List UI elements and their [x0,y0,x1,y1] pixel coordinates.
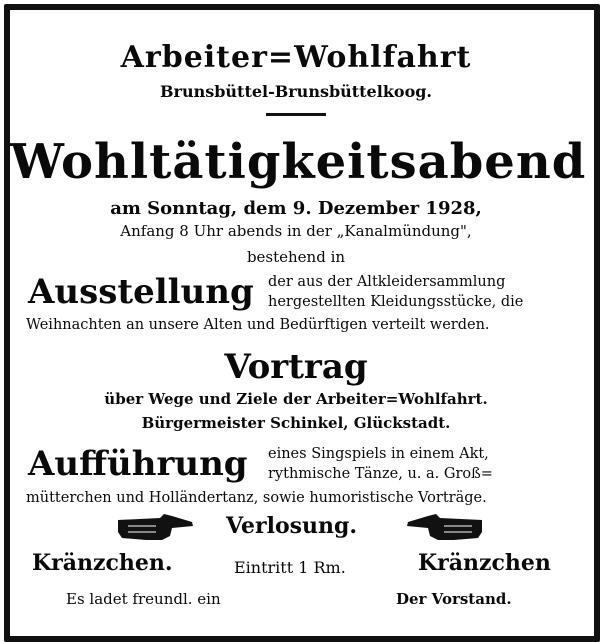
admission: Eintritt 1 Rm. [234,558,346,577]
lecture-line-2: Bürgermeister Schinkel, Glückstadt. [141,414,451,432]
event-title: Wohltätigkeitsabend [10,134,587,190]
org-title: Arbeiter=Wohlfahrt [120,40,472,75]
dance-left: Kränzchen. [32,550,173,576]
exhibition-heading: Ausstellung [28,272,254,312]
exhibition-line-1: der aus der Altkleidersammlung [268,274,506,290]
invite-line: Es ladet freundl. ein [66,590,221,608]
performance-line-1: eines Singspiels in einem Akt, [268,446,489,462]
location-line: Brunsbüttel-Brunsbüttelkoog. [160,82,432,101]
pointing-hand-right-icon [116,512,194,542]
lecture-line-1: über Wege und Ziele der Arbeiter=Wohlfahrt. [104,390,488,408]
notice [10,10,587,624]
divider [266,113,326,116]
performance-heading: Aufführung [28,444,248,484]
start-line: Anfang 8 Uhr abends in der „Kanalmündung", [120,222,472,240]
board-signature: Der Vorstand. [396,590,512,608]
raffle-label: Verlosung. [226,513,358,539]
lecture-heading: Vortrag [224,347,368,387]
pointing-hand-left-icon [406,512,484,542]
consisting-line: bestehend in [246,248,346,266]
performance-line-3: mütterchen und Holländertanz, sowie humoristische Vorträge. [26,490,487,506]
exhibition-line-3: Weihnachten an unsere Alten und Bedürftigen verteilt werden. [26,317,490,333]
date-line: am Sonntag, dem 9. Dezember 1928, [110,198,482,219]
exhibition-line-2: hergestellten Kleidungsstücke, die [268,294,524,310]
performance-line-2: rythmische Tänze, u. a. Groß= [268,466,493,482]
dance-right: Kränzchen [418,550,551,576]
